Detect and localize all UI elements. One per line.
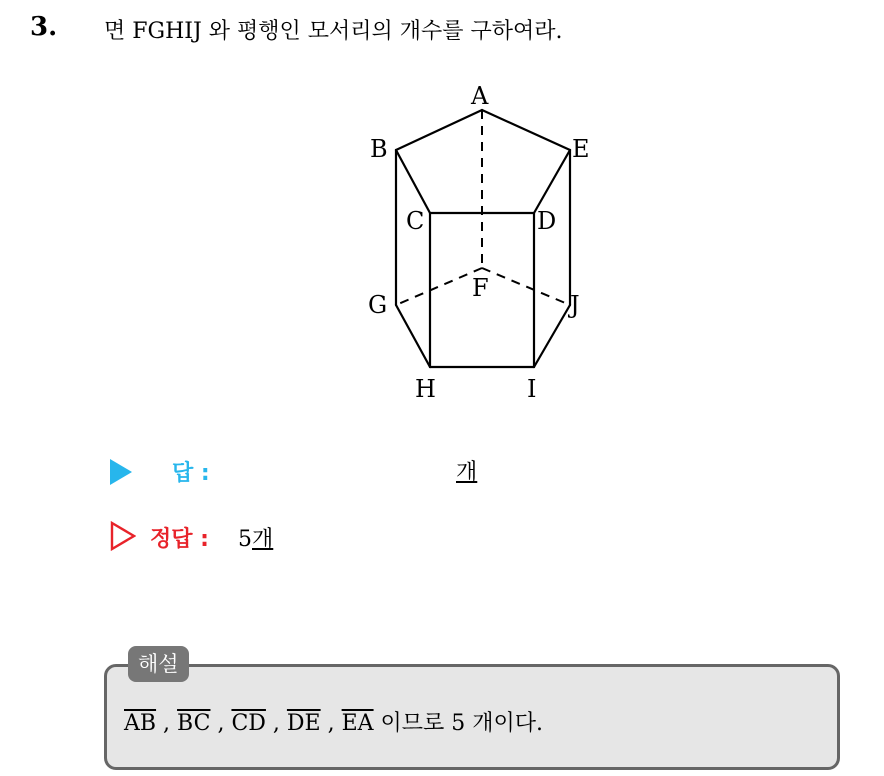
vertex-label-g: G bbox=[368, 291, 388, 319]
pentagonal-prism-figure bbox=[350, 76, 610, 406]
explanation-suffix: 이므로 5 개이다. bbox=[373, 711, 544, 736]
correct-label: 정답 : bbox=[150, 527, 209, 552]
separator: , bbox=[156, 711, 178, 736]
question-number: 3. bbox=[30, 12, 58, 42]
answer-label: 답 : bbox=[172, 461, 210, 486]
edge-EA bbox=[482, 110, 570, 150]
correct-value bbox=[238, 522, 273, 553]
vertex-label-h: H bbox=[415, 375, 436, 403]
vertex-label-b: B bbox=[370, 135, 388, 163]
outline-triangle-icon bbox=[110, 521, 136, 551]
edge-symbol: $\overline{DE}$ bbox=[286, 711, 321, 736]
edge-IJ bbox=[534, 305, 570, 367]
edge-DE bbox=[534, 150, 570, 213]
edge-symbol: $\overline{BC}$ bbox=[177, 711, 211, 736]
explanation-text bbox=[124, 706, 543, 737]
edge-symbol: $\overline{AB}$ bbox=[124, 711, 157, 736]
edge-FG-hidden bbox=[396, 268, 482, 305]
edge-GH bbox=[396, 305, 430, 367]
separator: , bbox=[210, 711, 232, 736]
vertex-label-j: J bbox=[570, 291, 580, 319]
vertex-label-d: D bbox=[537, 207, 557, 235]
edge-AB bbox=[396, 110, 482, 150]
vertex-label-e: E bbox=[572, 135, 590, 163]
answer-blank-unit: 개 bbox=[456, 460, 478, 485]
separator: , bbox=[265, 711, 287, 736]
explanation-tag: 해설 bbox=[128, 646, 189, 682]
edge-FJ-hidden bbox=[482, 268, 570, 305]
edge-symbol: $\overline{CD}$ bbox=[231, 711, 266, 736]
question-text: 면 FGHIJ 와 평행인 모서리의 개수를 구하여라. bbox=[104, 19, 563, 44]
separator: , bbox=[320, 711, 342, 736]
filled-triangle-icon bbox=[110, 459, 132, 485]
vertex-label-c: C bbox=[406, 207, 425, 235]
correct-number: 5 bbox=[238, 527, 252, 552]
correct-unit: 개 bbox=[252, 527, 274, 552]
vertex-label-a: A bbox=[471, 82, 489, 110]
vertex-label-i: I bbox=[527, 375, 537, 403]
vertex-label-f: F bbox=[472, 274, 489, 302]
edge-symbol: $\overline{EA}$ bbox=[341, 711, 374, 736]
edge-BC bbox=[396, 150, 430, 213]
